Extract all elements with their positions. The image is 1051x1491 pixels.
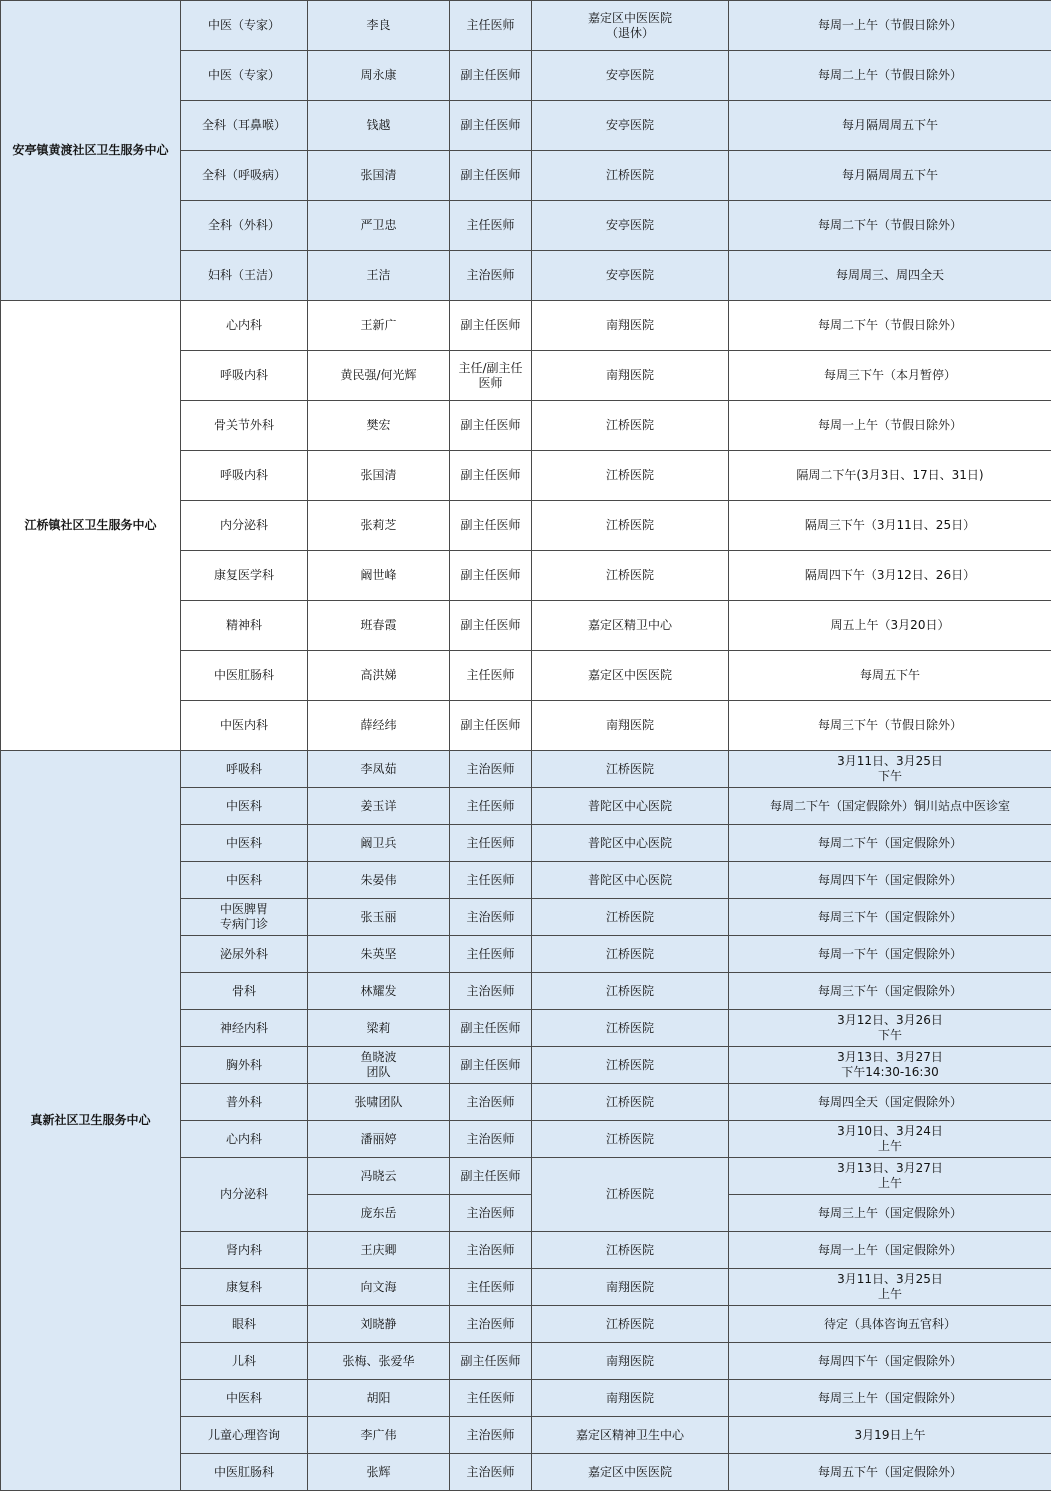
- doctor-cell: 王新广: [308, 301, 450, 351]
- title-cell: 副主任医师: [450, 1158, 532, 1195]
- department-cell: 中医科: [181, 825, 308, 862]
- title-cell: 主治医师: [450, 1306, 532, 1343]
- hospital-cell: 普陀区中心医院: [532, 825, 729, 862]
- title-cell: 副主任医师: [450, 301, 532, 351]
- title-cell: 副主任医师: [450, 451, 532, 501]
- hospital-cell: 江桥医院: [532, 401, 729, 451]
- department-cell: 中医科: [181, 788, 308, 825]
- hospital-cell: 南翔医院: [532, 701, 729, 751]
- department-cell: 中医（专家）: [181, 51, 308, 101]
- title-cell: 副主任医师: [450, 101, 532, 151]
- doctor-cell: 张国清: [308, 151, 450, 201]
- doctor-cell: 张玉丽: [308, 899, 450, 936]
- doctor-cell: 胡阳: [308, 1380, 450, 1417]
- doctor-cell: 李广伟: [308, 1417, 450, 1454]
- time-cell: 每周三下午（本月暂停）: [729, 351, 1051, 401]
- department-cell: 中医内科: [181, 701, 308, 751]
- doctor-cell: 冯晓云: [308, 1158, 450, 1195]
- hospital-cell: 南翔医院: [532, 1380, 729, 1417]
- hospital-cell: 安亭医院: [532, 101, 729, 151]
- department-cell: 肾内科: [181, 1232, 308, 1269]
- title-cell: 主治医师: [450, 1454, 532, 1491]
- title-cell: 副主任医师: [450, 51, 532, 101]
- time-cell: 每周四下午（国定假除外）: [729, 862, 1051, 899]
- doctor-cell: 王洁: [308, 251, 450, 301]
- time-cell: 隔周四下午（3月12日、26日）: [729, 551, 1051, 601]
- title-cell: 副主任医师: [450, 551, 532, 601]
- title-cell: 副主任医师: [450, 1010, 532, 1047]
- hospital-cell: 江桥医院: [532, 451, 729, 501]
- hospital-cell: 嘉定区精卫中心: [532, 601, 729, 651]
- time-cell: 待定（具体咨询五官科）: [729, 1306, 1051, 1343]
- time-cell: 每周二下午（国定假除外）: [729, 825, 1051, 862]
- department-cell: 中医肛肠科: [181, 1454, 308, 1491]
- department-cell: 心内科: [181, 301, 308, 351]
- time-cell: 每周一上午（节假日除外）: [729, 1, 1051, 51]
- time-cell: 每周二上午（节假日除外）: [729, 51, 1051, 101]
- time-cell: 3月13日、3月27日 下午14:30-16:30: [729, 1047, 1051, 1084]
- department-cell: 中医科: [181, 862, 308, 899]
- hospital-cell: 南翔医院: [532, 1269, 729, 1306]
- hospital-cell: 江桥医院: [532, 1047, 729, 1084]
- department-cell: 全科（耳鼻喉）: [181, 101, 308, 151]
- table-row: [1, 301, 1051, 351]
- table-row: [1, 1, 1051, 51]
- hospital-cell: 江桥医院: [532, 1232, 729, 1269]
- doctor-cell: 黄民强/何光辉: [308, 351, 450, 401]
- service-center-cell: 真新社区卫生服务中心: [1, 751, 181, 1491]
- doctor-cell: 鱼晓波 团队: [308, 1047, 450, 1084]
- hospital-cell: 江桥医院: [532, 936, 729, 973]
- doctor-cell: 朱英坚: [308, 936, 450, 973]
- hospital-cell: 江桥医院: [532, 551, 729, 601]
- doctor-cell: 钱越: [308, 101, 450, 151]
- department-cell: 康复医学科: [181, 551, 308, 601]
- title-cell: 副主任医师: [450, 401, 532, 451]
- department-cell: 中医脾胃 专病门诊: [181, 899, 308, 936]
- time-cell: 隔周二下午(3月3日、17日、31日): [729, 451, 1051, 501]
- title-cell: 主治医师: [450, 899, 532, 936]
- hospital-cell: 江桥医院: [532, 1306, 729, 1343]
- department-cell: 呼吸内科: [181, 351, 308, 401]
- title-cell: 主任医师: [450, 1380, 532, 1417]
- title-cell: 主任医师: [450, 651, 532, 701]
- doctor-cell: 周永康: [308, 51, 450, 101]
- doctor-cell: 阚卫兵: [308, 825, 450, 862]
- schedule-body: [1, 1, 1051, 1491]
- hospital-cell: 南翔医院: [532, 301, 729, 351]
- doctor-cell: 张啸团队: [308, 1084, 450, 1121]
- time-cell: 3月13日、3月27日 上午: [729, 1158, 1051, 1195]
- time-cell: 每周一下午（国定假除外）: [729, 936, 1051, 973]
- time-cell: 每周一上午（国定假除外）: [729, 1232, 1051, 1269]
- title-cell: 主任医师: [450, 1, 532, 51]
- title-cell: 主任/副主任 医师: [450, 351, 532, 401]
- title-cell: 主任医师: [450, 788, 532, 825]
- hospital-cell: 嘉定区中医医院: [532, 651, 729, 701]
- title-cell: 主治医师: [450, 1195, 532, 1232]
- doctor-cell: 严卫忠: [308, 201, 450, 251]
- title-cell: 主任医师: [450, 201, 532, 251]
- time-cell: 每周四下午（国定假除外）: [729, 1343, 1051, 1380]
- time-cell: 每周三上午（国定假除外）: [729, 1380, 1051, 1417]
- time-cell: 每周三下午（国定假除外）: [729, 899, 1051, 936]
- hospital-cell: 江桥医院: [532, 973, 729, 1010]
- department-cell: 眼科: [181, 1306, 308, 1343]
- time-cell: 每周三下午（国定假除外）: [729, 973, 1051, 1010]
- department-cell: 胸外科: [181, 1047, 308, 1084]
- hospital-cell: 普陀区中心医院: [532, 862, 729, 899]
- hospital-cell: 江桥医院: [532, 151, 729, 201]
- hospital-cell: 江桥医院: [532, 899, 729, 936]
- time-cell: 每周三下午（节假日除外）: [729, 701, 1051, 751]
- hospital-cell: 安亭医院: [532, 251, 729, 301]
- doctor-cell: 姜玉详: [308, 788, 450, 825]
- time-cell: 每周周三、周四全天: [729, 251, 1051, 301]
- department-cell: 全科（外科）: [181, 201, 308, 251]
- time-cell: 周五上午（3月20日）: [729, 601, 1051, 651]
- department-cell: 中医科: [181, 1380, 308, 1417]
- hospital-cell: 江桥医院: [532, 751, 729, 788]
- time-cell: 每周五下午（国定假除外）: [729, 1454, 1051, 1491]
- department-cell: 中医肛肠科: [181, 651, 308, 701]
- department-cell: 精神科: [181, 601, 308, 651]
- title-cell: 主治医师: [450, 1084, 532, 1121]
- title-cell: 主治医师: [450, 1417, 532, 1454]
- hospital-cell: 嘉定区中医医院: [532, 1454, 729, 1491]
- title-cell: 副主任医师: [450, 601, 532, 651]
- hospital-cell: 南翔医院: [532, 1343, 729, 1380]
- time-cell: 每周二下午（国定假除外）铜川站点中医诊室: [729, 788, 1051, 825]
- title-cell: 副主任医师: [450, 701, 532, 751]
- department-cell: 儿科: [181, 1343, 308, 1380]
- service-center-cell: 安亭镇黄渡社区卫生服务中心: [1, 1, 181, 301]
- time-cell: 每周一上午（节假日除外）: [729, 401, 1051, 451]
- time-cell: 隔周三下午（3月11日、25日）: [729, 501, 1051, 551]
- department-cell: 呼吸内科: [181, 451, 308, 501]
- department-cell: 内分泌科: [181, 501, 308, 551]
- title-cell: 副主任医师: [450, 501, 532, 551]
- title-cell: 副主任医师: [450, 151, 532, 201]
- time-cell: 3月11日、3月25日 上午: [729, 1269, 1051, 1306]
- department-cell: 心内科: [181, 1121, 308, 1158]
- title-cell: 主治医师: [450, 1232, 532, 1269]
- service-center-cell: 江桥镇社区卫生服务中心: [1, 301, 181, 751]
- hospital-cell: 嘉定区中医医院 （退休）: [532, 1, 729, 51]
- doctor-cell: 阚世峰: [308, 551, 450, 601]
- doctor-cell: 庞东岳: [308, 1195, 450, 1232]
- title-cell: 主治医师: [450, 251, 532, 301]
- time-cell: 每周三上午（国定假除外）: [729, 1195, 1051, 1232]
- time-cell: 3月19日上午: [729, 1417, 1051, 1454]
- time-cell: 每周五下午: [729, 651, 1051, 701]
- doctor-cell: 林耀发: [308, 973, 450, 1010]
- department-cell: 康复科: [181, 1269, 308, 1306]
- department-cell: 普外科: [181, 1084, 308, 1121]
- department-cell: 呼吸科: [181, 751, 308, 788]
- doctor-cell: 潘丽婷: [308, 1121, 450, 1158]
- doctor-cell: 刘晓静: [308, 1306, 450, 1343]
- doctor-cell: 向文海: [308, 1269, 450, 1306]
- hospital-cell: 江桥医院: [532, 1158, 729, 1232]
- doctor-cell: 薛经纬: [308, 701, 450, 751]
- time-cell: 每月隔周周五下午: [729, 151, 1051, 201]
- title-cell: 副主任医师: [450, 1343, 532, 1380]
- table-row: [1, 751, 1051, 788]
- time-cell: 每周二下午（节假日除外）: [729, 201, 1051, 251]
- department-cell: 中医（专家）: [181, 1, 308, 51]
- doctor-cell: 王庆卿: [308, 1232, 450, 1269]
- title-cell: 主任医师: [450, 936, 532, 973]
- department-cell: 儿童心理咨询: [181, 1417, 308, 1454]
- doctor-cell: 李良: [308, 1, 450, 51]
- doctor-cell: 张莉芝: [308, 501, 450, 551]
- hospital-cell: 嘉定区精神卫生中心: [532, 1417, 729, 1454]
- title-cell: 副主任医师: [450, 1047, 532, 1084]
- time-cell: 3月11日、3月25日 下午: [729, 751, 1051, 788]
- doctor-cell: 张辉: [308, 1454, 450, 1491]
- doctor-cell: 梁莉: [308, 1010, 450, 1047]
- time-cell: 每周二下午（节假日除外）: [729, 301, 1051, 351]
- department-cell: 妇科（王洁）: [181, 251, 308, 301]
- title-cell: 主治医师: [450, 973, 532, 1010]
- hospital-cell: 江桥医院: [532, 501, 729, 551]
- doctor-cell: 樊宏: [308, 401, 450, 451]
- doctor-cell: 高洪娣: [308, 651, 450, 701]
- department-cell: 内分泌科: [181, 1158, 308, 1232]
- department-cell: 全科（呼吸病）: [181, 151, 308, 201]
- time-cell: 每月隔周周五下午: [729, 101, 1051, 151]
- doctor-cell: 朱晏伟: [308, 862, 450, 899]
- title-cell: 主任医师: [450, 1269, 532, 1306]
- doctor-cell: 张国清: [308, 451, 450, 501]
- time-cell: 3月10日、3月24日 上午: [729, 1121, 1051, 1158]
- doctor-cell: 张梅、张爱华: [308, 1343, 450, 1380]
- title-cell: 主治医师: [450, 1121, 532, 1158]
- hospital-cell: 安亭医院: [532, 201, 729, 251]
- department-cell: 骨关节外科: [181, 401, 308, 451]
- title-cell: 主任医师: [450, 862, 532, 899]
- department-cell: 泌尿外科: [181, 936, 308, 973]
- hospital-cell: 普陀区中心医院: [532, 788, 729, 825]
- hospital-cell: 江桥医院: [532, 1084, 729, 1121]
- hospital-cell: 南翔医院: [532, 351, 729, 401]
- time-cell: 3月12日、3月26日 下午: [729, 1010, 1051, 1047]
- hospital-cell: 江桥医院: [532, 1121, 729, 1158]
- hospital-cell: 江桥医院: [532, 1010, 729, 1047]
- doctor-cell: 班春霞: [308, 601, 450, 651]
- hospital-cell: 安亭医院: [532, 51, 729, 101]
- time-cell: 每周四全天（国定假除外）: [729, 1084, 1051, 1121]
- department-cell: 骨科: [181, 973, 308, 1010]
- doctor-cell: 李凤茹: [308, 751, 450, 788]
- title-cell: 主治医师: [450, 751, 532, 788]
- title-cell: 主任医师: [450, 825, 532, 862]
- department-cell: 神经内科: [181, 1010, 308, 1047]
